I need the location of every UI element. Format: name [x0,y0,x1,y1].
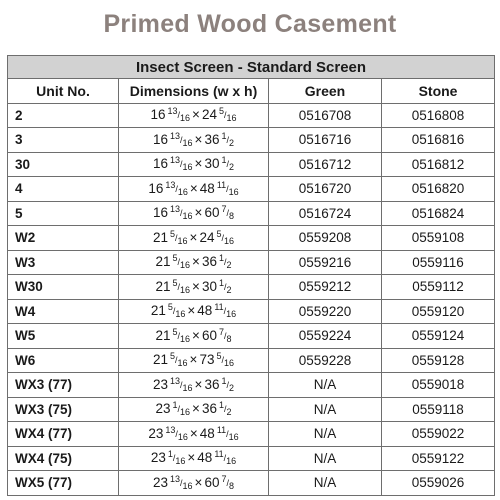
table-row [8,422,495,447]
dimensions-cell [119,299,269,324]
table-row [8,446,495,471]
h-fraction [217,181,239,197]
w-fraction [170,475,193,491]
w-fraction-denominator: 16 [182,162,193,173]
fraction-slash: / [172,306,176,317]
times-sign: × [189,352,198,368]
times-sign: × [192,278,200,294]
h-fraction-numerator: 11 [216,179,227,190]
times-sign: × [192,254,200,270]
page-title: Primed Wood Casement [103,10,397,38]
w-fraction [170,377,193,393]
table-row [8,275,495,300]
w-fraction [170,132,193,148]
fraction-slash: / [226,379,229,390]
w-fraction-denominator: 16 [177,431,188,442]
green-part-cell: 0516708 [269,103,382,128]
fraction-slash: / [226,134,229,145]
h-fraction-denominator: 16 [228,431,239,442]
table-row [8,299,495,324]
stone-part-cell: 0516816 [382,128,495,153]
w-fraction-numerator: 5 [170,228,176,239]
h-fraction-numerator: 1 [218,400,224,411]
w-fraction-numerator: 5 [172,326,178,337]
times-sign: × [189,180,198,196]
fraction-slash: / [177,257,181,268]
w-fraction-numerator: 5 [172,253,178,264]
dimensions-cell [119,152,269,177]
h-fraction-numerator: 11 [214,449,224,460]
height-whole: 36 [201,401,217,417]
fraction-slash: / [226,428,229,439]
w-fraction-numerator: 1 [172,400,178,411]
times-sign: × [187,303,196,319]
unit-no-cell: W6 [8,348,119,373]
table-row [8,250,495,275]
width-whole: 23 [152,376,168,392]
unit-no-cell: WX4 (77) [8,422,119,447]
h-fraction-denominator: 8 [226,333,232,344]
stone-part-cell: 0559018 [382,373,495,398]
stone-part-cell: 0559124 [382,324,495,349]
h-fraction [219,107,237,123]
fraction-slash: / [223,281,227,292]
fraction-slash: / [180,208,183,219]
fraction-slash: / [175,183,178,194]
unit-no-cell: W3 [8,250,119,275]
h-fraction-denominator: 16 [224,358,235,369]
table-body [8,103,495,495]
h-fraction-numerator: 1 [221,155,227,166]
unit-no-cell: 30 [8,152,119,177]
times-sign: × [194,376,203,392]
fraction-slash: / [172,453,176,464]
w-fraction [173,254,191,270]
unit-no-cell: W4 [8,299,119,324]
table-row [8,226,495,251]
table-row [8,471,495,496]
unit-no-cell: W2 [8,226,119,251]
fraction-slash: / [223,306,227,317]
h-fraction-denominator: 2 [229,162,235,173]
h-fraction-denominator: 16 [224,235,235,246]
table-row [8,128,495,153]
fraction-slash: / [223,330,227,341]
h-fraction-denominator: 16 [226,113,237,124]
green-part-cell: N/A [269,446,382,471]
table-header-row [8,79,495,104]
width-whole: 23 [150,450,166,466]
times-sign: × [192,401,200,417]
width-whole: 21 [155,278,171,294]
width-whole: 21 [152,229,168,245]
w-fraction-numerator: 13 [170,375,181,386]
green-part-cell: N/A [269,397,382,422]
w-fraction [168,107,191,123]
height-whole: 36 [201,254,217,270]
h-fraction [221,132,234,148]
w-fraction [170,156,193,172]
fraction-slash: / [223,453,227,464]
times-sign: × [194,205,203,221]
times-sign: × [189,229,198,245]
dimensions-cell [119,177,269,202]
unit-no-cell: 5 [8,201,119,226]
dimensions-cell [119,201,269,226]
h-fraction-numerator: 1 [218,253,224,264]
fraction-slash: / [223,404,227,415]
fraction-slash: / [177,404,181,415]
h-fraction [214,450,236,466]
table-row [8,397,495,422]
fraction-slash: / [221,232,224,243]
w-fraction-numerator: 13 [165,179,176,190]
stone-part-cell: 0516824 [382,201,495,226]
h-fraction-denominator: 16 [226,309,237,320]
fraction-slash: / [226,477,229,488]
w-fraction-numerator: 1 [167,449,173,460]
fraction-slash: / [177,330,181,341]
w-fraction-numerator: 13 [170,473,181,484]
height-whole: 60 [204,474,220,490]
stone-part-cell: 0559108 [382,226,495,251]
green-part-cell: 0559216 [269,250,382,275]
fraction-slash: / [226,159,229,170]
h-fraction-denominator: 8 [229,480,235,491]
green-part-cell: 0559212 [269,275,382,300]
green-part-cell: 0559224 [269,324,382,349]
w-fraction-denominator: 16 [180,113,191,124]
h-fraction-numerator: 11 [214,302,224,313]
unit-no-cell: 3 [8,128,119,153]
w-fraction-denominator: 16 [177,235,188,246]
h-fraction [219,328,232,344]
h-fraction [219,254,232,270]
h-fraction-denominator: 8 [229,211,235,222]
width-whole: 21 [155,327,171,343]
h-fraction-denominator: 16 [228,186,239,197]
dimensions-cell [119,275,269,300]
h-fraction-denominator: 2 [229,137,235,148]
height-whole: 36 [204,376,220,392]
h-fraction-numerator: 1 [221,375,227,386]
h-fraction-numerator: 5 [216,228,222,239]
w-fraction-denominator: 16 [182,480,193,491]
stone-part-cell: 0516812 [382,152,495,177]
insect-screen-table [7,55,495,496]
fraction-slash: / [177,110,181,121]
fraction-slash: / [221,355,224,366]
unit-no-cell: 2 [8,103,119,128]
w-fraction-denominator: 16 [182,211,193,222]
h-fraction-numerator: 11 [216,424,227,435]
fraction-slash: / [226,183,229,194]
fraction-slash: / [180,379,183,390]
height-whole: 60 [201,327,217,343]
h-fraction-numerator: 7 [218,326,224,337]
fraction-slash: / [175,428,178,439]
unit-no-cell: WX3 (75) [8,397,119,422]
w-fraction-denominator: 16 [182,382,193,393]
w-fraction-numerator: 5 [170,351,176,362]
fraction-slash: / [177,281,181,292]
stone-part-cell: 0559116 [382,250,495,275]
stone-part-cell: 0516820 [382,177,495,202]
unit-no-cell: W30 [8,275,119,300]
times-sign: × [194,474,203,490]
h-fraction [214,303,236,319]
times-sign: × [194,131,203,147]
fraction-slash: / [180,134,183,145]
w-fraction [170,205,193,221]
h-fraction [216,352,234,368]
h-fraction-numerator: 5 [216,351,222,362]
stone-part-cell: 0559122 [382,446,495,471]
width-whole: 23 [155,401,171,417]
width-whole: 23 [152,474,168,490]
width-whole: 23 [148,425,164,441]
times-sign: × [192,107,200,123]
w-fraction [168,450,186,466]
green-part-cell: 0516720 [269,177,382,202]
h-fraction-denominator: 2 [226,260,232,271]
times-sign: × [189,425,198,441]
w-fraction [170,352,188,368]
unit-no-cell: WX5 (77) [8,471,119,496]
h-fraction-denominator: 2 [226,407,232,418]
w-fraction [168,303,186,319]
height-whole: 73 [199,352,215,368]
dimensions-cell [119,446,269,471]
times-sign: × [192,327,200,343]
green-part-cell: N/A [269,471,382,496]
h-fraction [221,377,234,393]
stone-part-cell: 0559026 [382,471,495,496]
height-whole: 60 [204,205,220,221]
dimensions-cell [119,471,269,496]
w-fraction-numerator: 13 [170,155,181,166]
h-fraction-denominator: 2 [229,382,235,393]
w-fraction [173,328,191,344]
w-fraction-numerator: 5 [167,302,173,313]
dimensions-cell [119,397,269,422]
w-fraction-denominator: 16 [177,358,188,369]
w-fraction-numerator: 13 [170,130,181,141]
w-fraction-denominator: 16 [180,407,191,418]
w-fraction [173,279,191,295]
width-whole: 21 [152,352,168,368]
green-part-cell: 0516724 [269,201,382,226]
dimensions-cell [119,103,269,128]
w-fraction-denominator: 16 [180,333,191,344]
green-part-cell: 0559228 [269,348,382,373]
green-part-cell: N/A [269,422,382,447]
w-fraction-denominator: 16 [175,456,186,467]
h-fraction [219,401,232,417]
height-whole: 24 [199,229,215,245]
green-part-cell: 0559208 [269,226,382,251]
height-whole: 36 [204,131,220,147]
table-row [8,373,495,398]
header-green: Green [269,79,382,104]
fraction-slash: / [175,232,178,243]
height-whole: 24 [201,107,217,123]
unit-no-cell: WX4 (75) [8,446,119,471]
height-whole: 30 [201,278,217,294]
header-dimensions: Dimensions (w x h) [119,79,269,104]
fraction-slash: / [175,355,178,366]
stone-part-cell: 0559120 [382,299,495,324]
w-fraction-numerator: 13 [165,424,176,435]
w-fraction-denominator: 16 [182,137,193,148]
w-fraction-numerator: 5 [172,277,178,288]
stone-part-cell: 0559112 [382,275,495,300]
width-whole: 16 [150,107,166,123]
height-whole: 48 [197,450,213,466]
table-row [8,324,495,349]
dimensions-cell [119,373,269,398]
header-stone: Stone [382,79,495,104]
dimensions-cell [119,324,269,349]
w-fraction-denominator: 16 [177,186,188,197]
h-fraction [221,205,234,221]
w-fraction [170,230,188,246]
w-fraction [165,426,188,442]
dimensions-cell [119,348,269,373]
stone-part-cell: 0559128 [382,348,495,373]
h-fraction [216,230,234,246]
fraction-slash: / [180,159,183,170]
width-whole: 16 [152,156,168,172]
unit-no-cell: 4 [8,177,119,202]
dimensions-cell [119,128,269,153]
fraction-slash: / [223,110,227,121]
h-fraction-numerator: 1 [218,277,224,288]
width-whole: 21 [155,254,171,270]
height-whole: 48 [197,303,213,319]
table-caption: Insect Screen - Standard Screen [8,56,495,79]
unit-no-cell: W5 [8,324,119,349]
w-fraction-numerator: 13 [170,204,181,215]
table-row [8,201,495,226]
width-whole: 16 [152,131,168,147]
times-sign: × [194,156,203,172]
times-sign: × [187,450,196,466]
dimensions-cell [119,226,269,251]
h-fraction-denominator: 16 [226,456,237,467]
width-whole: 16 [152,205,168,221]
h-fraction-numerator: 7 [221,473,227,484]
w-fraction-numerator: 13 [167,106,178,117]
width-whole: 16 [148,180,164,196]
height-whole: 48 [199,425,215,441]
stone-part-cell: 0559118 [382,397,495,422]
green-part-cell: 0559220 [269,299,382,324]
stone-part-cell: 0559022 [382,422,495,447]
table-row [8,177,495,202]
fraction-slash: / [180,477,183,488]
table-row [8,152,495,177]
dimensions-cell [119,422,269,447]
w-fraction-denominator: 16 [180,260,191,271]
height-whole: 48 [199,180,215,196]
h-fraction [217,426,239,442]
w-fraction-denominator: 16 [175,309,186,320]
green-part-cell: 0516712 [269,152,382,177]
h-fraction-numerator: 5 [218,106,224,117]
h-fraction [221,475,234,491]
green-part-cell: N/A [269,373,382,398]
fraction-slash: / [226,208,229,219]
dimensions-cell [119,250,269,275]
table-row [8,348,495,373]
h-fraction [219,279,232,295]
h-fraction-denominator: 2 [226,284,232,295]
h-fraction [221,156,234,172]
w-fraction-denominator: 16 [180,284,191,295]
table-row [8,103,495,128]
height-whole: 30 [204,156,220,172]
w-fraction [165,181,188,197]
unit-no-cell: WX3 (77) [8,373,119,398]
h-fraction-numerator: 7 [221,204,227,215]
fraction-slash: / [223,257,227,268]
header-unit-no: Unit No. [8,79,119,104]
width-whole: 21 [150,303,166,319]
stone-part-cell: 0516808 [382,103,495,128]
green-part-cell: 0516716 [269,128,382,153]
w-fraction [173,401,191,417]
h-fraction-numerator: 1 [221,130,227,141]
